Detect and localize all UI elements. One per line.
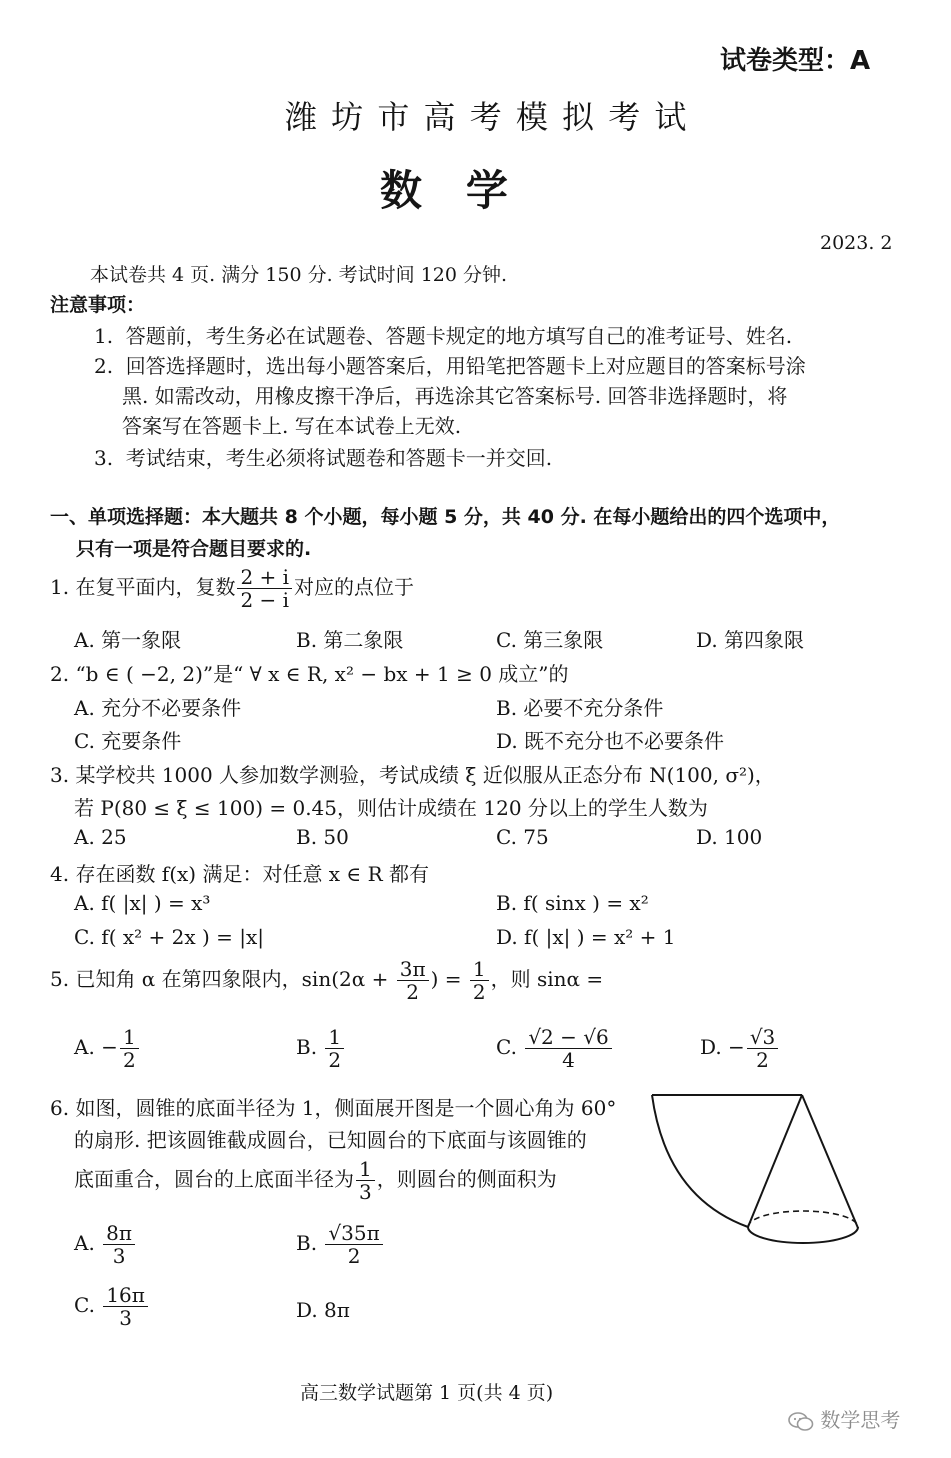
q5-a-den: 2 <box>122 1048 136 1072</box>
q5-frac2-num: 1 <box>470 958 489 981</box>
q6-d-text: 8π <box>324 1298 350 1322</box>
q3-option-d: D. 100 <box>696 825 763 849</box>
sector-arc <box>652 1095 748 1227</box>
q5-b-num: 1 <box>325 1026 344 1049</box>
q6-b-label: B. <box>296 1231 318 1255</box>
q5-a-fraction <box>120 1026 139 1071</box>
paper-type: 试卷类型：A <box>720 46 871 76</box>
exam-intro: 本试卷共 4 页. 满分 150 分. 考试时间 120 分钟. <box>90 264 508 286</box>
q5-frac2-den: 2 <box>472 980 486 1004</box>
question-6: 6. 如图，圆锥的底面半径为 1，侧面展开图是一个圆心角为 60° <box>50 1096 617 1120</box>
q1-pre: 1. 在复平面内，复数 <box>50 575 236 599</box>
q6-option-a <box>74 1222 137 1267</box>
q6-c-fraction <box>103 1284 148 1329</box>
q6-a-fraction <box>103 1222 135 1267</box>
note-item-2-cont2: 答案写在答题卡上. 写在本试卷上无效. <box>122 414 462 438</box>
q5-option-a <box>74 1026 141 1071</box>
question-4: 4. 存在函数 f(x) 满足：对任意 x ∈ R 都有 <box>50 862 430 886</box>
q3-option-c: C. 75 <box>496 825 549 849</box>
q5-frac1-num: 3π <box>397 958 429 981</box>
q6-b-den: 2 <box>347 1244 361 1268</box>
wechat-watermark <box>788 1404 900 1433</box>
q5-d-sign: − <box>728 1035 745 1059</box>
q4-option-a: A. f( |x| ) = x³ <box>74 891 211 915</box>
q4-option-d: D. f( |x| ) = x² + 1 <box>496 925 676 949</box>
q1-frac-num: 2 + i <box>237 566 292 589</box>
note-item-2-cont1: 黑. 如需改动，用橡皮擦干净后，再选涂其它答案标号. 回答非选择题时，将 <box>122 384 788 408</box>
q3-option-a: A. 25 <box>74 825 127 849</box>
q6-option-d <box>296 1298 350 1322</box>
q2-option-b: B. 必要不充分条件 <box>496 696 664 720</box>
question-5 <box>50 958 603 1003</box>
q2-option-a: A. 充分不必要条件 <box>74 696 242 720</box>
q5-c-label: C. <box>496 1035 517 1059</box>
cone-left-edge <box>748 1095 802 1227</box>
q3-option-b: B. 50 <box>296 825 349 849</box>
cone-right-edge <box>802 1095 858 1228</box>
q5-a-num: 1 <box>120 1026 139 1049</box>
q5-c-fraction <box>525 1026 611 1071</box>
q6-b-num: √35π <box>325 1222 382 1245</box>
q1-option-a: A. 第一象限 <box>74 628 182 652</box>
q6-c-num: 16π <box>103 1284 148 1307</box>
q6-b-fraction <box>325 1222 382 1267</box>
q4-option-b: B. f( sinx ) = x² <box>496 891 649 915</box>
subject-title: 数 学 <box>380 166 508 215</box>
wechat-icon <box>788 1411 814 1433</box>
q4-option-c: C. f( x² + 2x ) = |x| <box>74 925 265 949</box>
cone-sector-figure <box>640 1085 880 1260</box>
exam-date: 2023. 2 <box>820 232 893 254</box>
note-item-2: 2. 回答选择题时，选出每小题答案后，用铅笔把答题卡上对应题目的答案标号涂 <box>94 354 806 378</box>
q5-d-fraction <box>747 1026 778 1071</box>
exam-name: 潍 坊 市 高 考 模 拟 考 试 <box>285 98 689 136</box>
q2-option-d: D. 既不充分也不必要条件 <box>496 729 725 753</box>
q5-d-label: D. <box>700 1035 722 1059</box>
question-1 <box>50 566 414 611</box>
q6-c-den: 3 <box>119 1306 132 1330</box>
question-3: 3. 某学校共 1000 人参加数学测验，考试成绩 ξ 近似服从正态分布 N(100, σ²)， <box>50 763 775 787</box>
question-6-cont2 <box>74 1158 557 1203</box>
q5-d-den: 2 <box>756 1048 769 1072</box>
q5-c-den: 4 <box>562 1048 575 1072</box>
q1-option-c: C. 第三象限 <box>496 628 604 652</box>
q5-fraction-1 <box>397 958 429 1003</box>
note-item-3: 3. 考试结束，考生必须将试题卷和答题卡一并交回. <box>94 446 553 470</box>
q1-frac-den: 2 − i <box>240 588 290 612</box>
q5-option-b <box>296 1026 346 1071</box>
q6-line3-post: ，则圆台的侧面积为 <box>376 1167 557 1191</box>
q6-a-den: 3 <box>112 1244 126 1268</box>
section1-heading: 一、单项选择题：本大题共 8 个小题，每小题 5 分，共 40 分. 在每小题给出的四个选项中， <box>50 506 841 528</box>
q5-post: ，则 sinα = <box>490 967 604 991</box>
q6-a-num: 8π <box>103 1222 135 1245</box>
q6-frac-den: 3 <box>359 1180 372 1204</box>
question-3-cont: 若 P(80 ≤ ξ ≤ 100) = 0.45，则估计成绩在 120 分以上的学生人数为 <box>74 796 708 820</box>
section1-heading-cont: 只有一项是符合题目要求的. <box>76 538 312 560</box>
page-footer: 高三数学试题第 1 页(共 4 页) <box>300 1382 554 1404</box>
q6-option-b <box>296 1222 385 1267</box>
q5-option-d <box>700 1026 780 1071</box>
question-6-cont1: 的扇形. 把该圆锥截成圆台，已知圆台的下底面与该圆锥的 <box>74 1128 587 1152</box>
question-2: 2. “b ∈ ( −2, 2)”是“ ∀ x ∈ R, x² − bx + 1 ≥ 0 成立”的 <box>50 662 569 686</box>
q5-d-num: √3 <box>747 1026 778 1049</box>
q2-option-c: C. 充要条件 <box>74 729 182 753</box>
q5-fraction-2 <box>470 958 489 1003</box>
q5-c-num: √2 − √6 <box>525 1026 611 1049</box>
q5-b-den: 2 <box>328 1048 342 1072</box>
q6-d-label: D. <box>296 1298 318 1322</box>
q1-option-d: D. 第四象限 <box>696 628 805 652</box>
q1-option-b: B. 第二象限 <box>296 628 404 652</box>
note-item-1: 1. 答题前，考生务必在试题卷、答题卡规定的地方填写自己的准考证号、姓名. <box>94 324 793 348</box>
q6-fraction <box>356 1158 375 1203</box>
q6-frac-num: 1 <box>356 1158 375 1181</box>
q1-fraction <box>237 566 292 611</box>
q5-option-c <box>496 1026 614 1071</box>
q5-a-label: A. <box>74 1035 95 1059</box>
q6-option-c <box>74 1284 150 1329</box>
q5-b-label: B. <box>296 1035 318 1059</box>
q5-mid: ) = <box>430 967 468 991</box>
q6-c-label: C. <box>74 1293 95 1317</box>
q6-line3-pre: 底面重合，圆台的上底面半径为 <box>74 1167 354 1191</box>
q1-post: 对应的点位于 <box>294 575 415 599</box>
q5-frac1-den: 2 <box>406 980 420 1004</box>
cone-base-front <box>748 1227 858 1243</box>
q5-b-fraction <box>325 1026 344 1071</box>
q5-pre: 5. 已知角 α 在第四象限内，sin(2α + <box>50 967 395 991</box>
watermark-text: 数学思考 <box>820 1408 901 1432</box>
cone-base-back <box>748 1211 858 1227</box>
q5-a-sign: − <box>101 1035 118 1059</box>
notes-title: 注意事项： <box>50 294 146 316</box>
q6-a-label: A. <box>74 1231 95 1255</box>
